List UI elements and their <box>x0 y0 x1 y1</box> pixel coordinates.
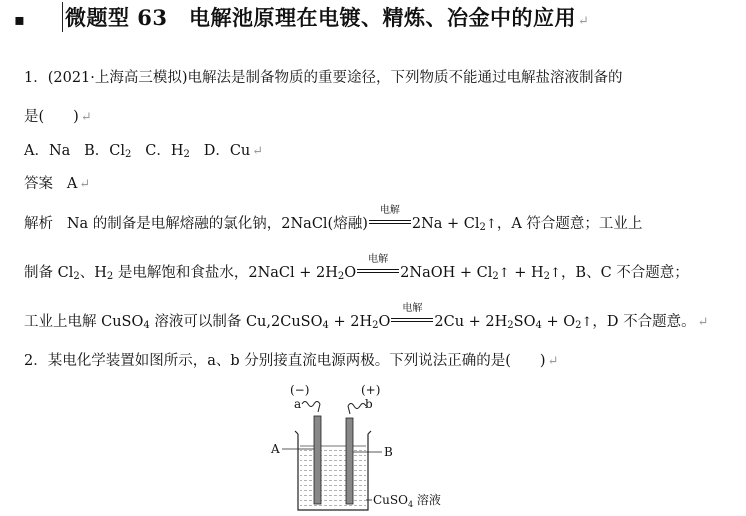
q1-stem-line2: 是( ) ↵ <box>24 109 92 125</box>
option-b: B．$Cl_2$ <box>84 143 132 160</box>
terminal-a-label: a <box>294 397 302 411</box>
electrolysis-apparatus-diagram <box>260 378 480 516</box>
answer-label: 答案 <box>24 176 53 192</box>
negative-terminal-label: (−) <box>290 383 310 397</box>
solution-label: CuSO$_4$ 溶液 <box>373 493 441 509</box>
option-a: A．Na <box>24 143 71 159</box>
q1-options: A．Na B．$Cl_2$ C．$H_2$ D．Cu ↵ <box>24 143 264 160</box>
option-c: C．$H_2$ <box>145 143 190 160</box>
electrode-a <box>314 416 321 504</box>
wire-a-coil <box>302 402 320 407</box>
q2-stem: 2．某电化学装置如图所示，a、b 分别接直流电源两极。下列说法正确的是( ) ↵ <box>24 353 559 369</box>
cuso4-solution <box>300 446 366 508</box>
page-title: 微题型 63 电解池原理在电镀、精炼、冶金中的应用 ↵ <box>62 2 589 32</box>
return-mark: ↵ <box>578 14 590 29</box>
answer-line: 答案 A ↵ <box>24 176 91 192</box>
analysis-line2: 制备 $Cl_2$、$H_2$ 是电解饱和食盐水，2NaCl + $2H_2O$ 电解 2NaOH + $Cl_2↑$ + $H_2↑$，B、C 不合题意； <box>24 254 689 282</box>
electrode-a-label: A <box>271 442 280 456</box>
positive-terminal-label: (+) <box>361 383 381 397</box>
electrolysis-sign: 电解 <box>357 263 399 279</box>
analysis-label: 解析 <box>24 216 53 232</box>
electrode-b <box>346 418 353 504</box>
terminal-b-label: b <box>365 397 373 411</box>
option-d: D．Cu <box>203 143 251 159</box>
electrolysis-sign: 电解 <box>369 214 411 230</box>
analysis-line3: 工业上电解 CuSO$_4$ 溶液可以制备 Cu,2CuSO$_4$ + $2H_2O$ 电解 $2Cu + 2H_2SO_4$ + $O_2↑$，D 不合题意。 ↵ <box>24 303 709 331</box>
wire-b-coil <box>348 404 366 409</box>
electrolysis-sign: 电解 <box>391 312 433 328</box>
list-bullet: ▪ <box>14 10 25 29</box>
answer-value: A <box>66 176 78 192</box>
q1-stem-line1: 1．(2021·上海高三模拟)电解法是制备物质的重要途径，下列物质不能通过电解盐溶液制备的 <box>24 70 623 86</box>
analysis-line1: 解析 Na 的制备是电解熔融的氯化钠，2NaCl(熔融) 电解 $2Na + Cl_2↑$，A 符合题意；工业上 <box>24 205 643 233</box>
electrode-b-label: B <box>384 445 393 459</box>
